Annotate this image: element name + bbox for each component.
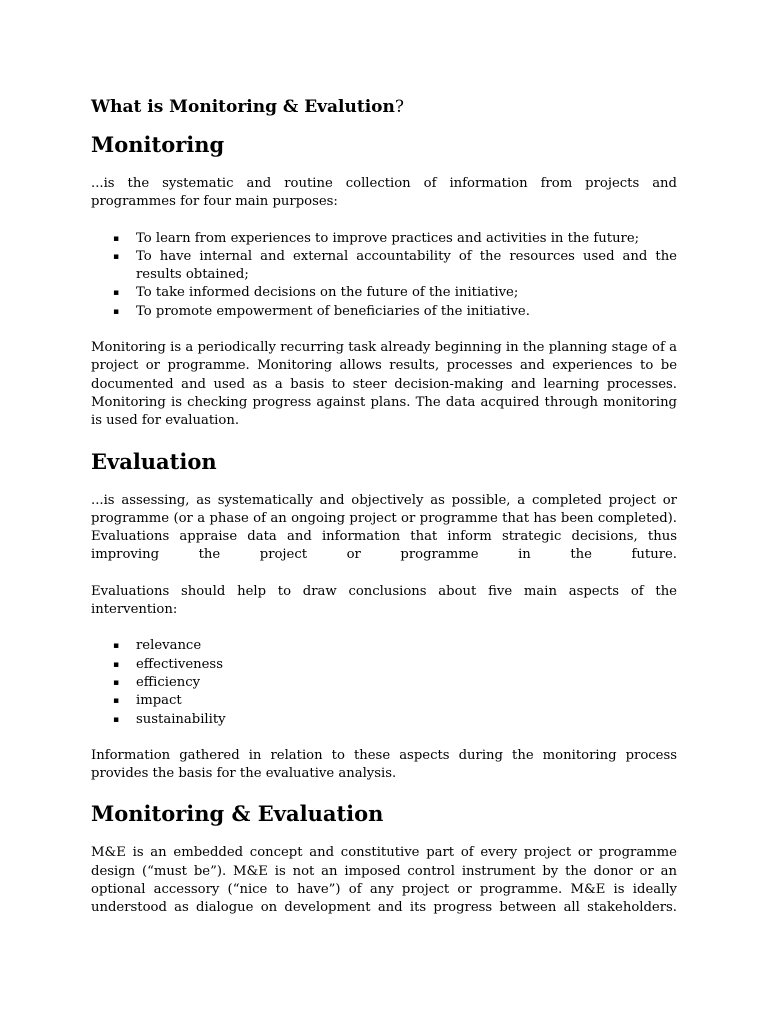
- title-suffix: ?: [394, 97, 404, 117]
- bullet-icon: ▪: [113, 677, 120, 688]
- monitoring-intro: ...is the systematic and routine collection of information from projects and programmes for four main purposes:: [91, 176, 677, 210]
- page-title: [91, 96, 677, 118]
- me-body: M&E is an embedded concept and constitutive part of every project or programme design (“must be”). M&E is not an imposed control instrument by the donor or an optional accessory (“nice to have”) of any project or programme. M&E is ideally understood as dialogue on development and its progress between all stakeholders.: [91, 845, 677, 916]
- bullet-icon: ▪: [113, 696, 120, 707]
- list-item: [91, 674, 677, 692]
- document-content: [91, 96, 677, 936]
- bullet-icon: ▪: [113, 641, 120, 652]
- list-item-text: efficiency: [136, 674, 201, 690]
- monitoring-body: Monitoring is a periodically recurring task already beginning in the planning stage of a project or programme. Monitoring allows results, processes and experiences to be documented and used as a basis to steer decision-making and learning processes. Monitoring is checking progress against plans. The data acquired through monitoring is used for evaluation.: [91, 340, 677, 429]
- bullet-icon: ▪: [113, 659, 120, 670]
- list-item-text: impact: [136, 693, 182, 709]
- evaluation-closing: Information gathered in relation to these aspects during the monitoring process provides the basis for the evaluative analysis.: [91, 747, 677, 782]
- bullet-icon: ▪: [113, 233, 120, 244]
- list-item-text: effectiveness: [136, 656, 223, 672]
- bullet-icon: ▪: [113, 306, 120, 317]
- bullet-icon: ▪: [113, 251, 120, 262]
- bullet-icon: ▪: [113, 714, 120, 725]
- list-item: [91, 711, 677, 729]
- list-item: [91, 284, 677, 302]
- bullet-icon: ▪: [113, 288, 120, 299]
- list-item: [91, 230, 677, 248]
- evaluation-heading: Evaluation: [91, 448, 217, 474]
- list-item: [91, 637, 677, 655]
- list-item-text: relevance: [136, 638, 202, 654]
- list-item-text: To learn from experiences to improve practices and activities in the future;: [136, 230, 640, 246]
- list-item-text: To have internal and external accountability of the resources used and the results obtained;: [136, 248, 677, 283]
- list-item: [91, 656, 677, 674]
- list-item: [91, 303, 677, 321]
- title-text: What is Monitoring & Evalution: [91, 97, 395, 117]
- list-item-text: To promote empowerment of beneficiaries of the initiative.: [136, 303, 530, 319]
- list-item-text: sustainability: [136, 711, 226, 727]
- list-item-text: To take informed decisions on the future of the initiative;: [136, 285, 519, 301]
- list-item: [91, 248, 677, 285]
- evaluation-intro: ...is assessing, as systematically and objectively as possible, a completed project or programme (or a phase of an ongoing project or programme that has been completed). Evaluations appraise data and information that inform strategic decisions, thus improving the project or programme in the future.: [91, 492, 677, 563]
- evaluation-aspects-intro: Evaluations should help to draw conclusions about five main aspects of the intervention:: [91, 583, 677, 618]
- monitoring-purposes-list: [91, 230, 677, 321]
- monitoring-heading: Monitoring: [91, 132, 225, 157]
- me-heading: Monitoring & Evaluation: [91, 801, 384, 827]
- list-item: [91, 692, 677, 710]
- evaluation-aspects-list: [91, 637, 677, 728]
